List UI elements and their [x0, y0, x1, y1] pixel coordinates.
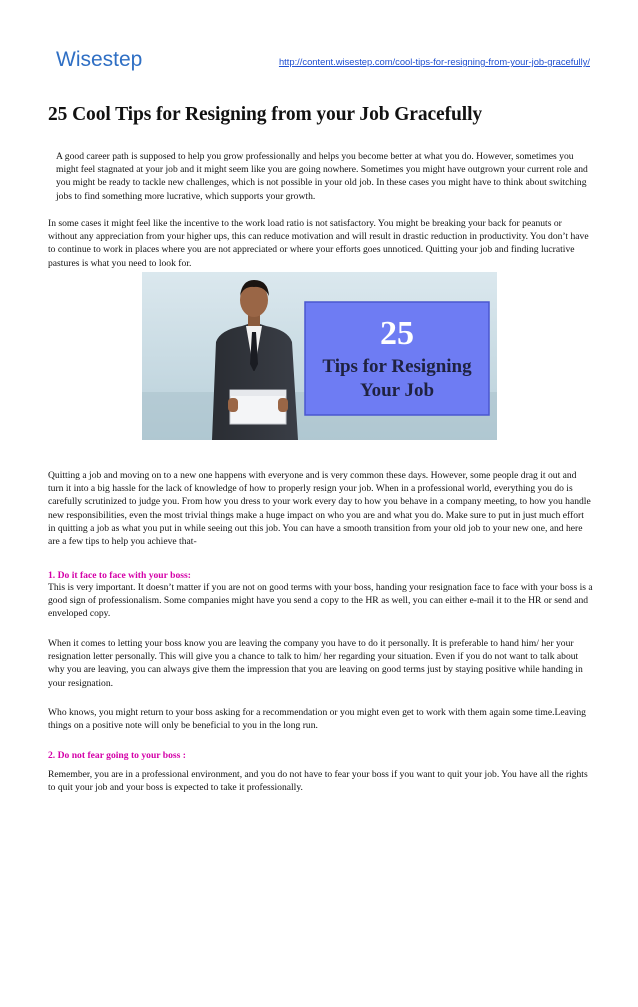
hero-line-1: Tips for Resigning — [322, 356, 472, 377]
brand-logo-text[interactable]: Wisestep — [56, 48, 143, 71]
tip-heading-1: 1. Do it face to face with your boss: — [48, 570, 191, 581]
article-title: 25 Cool Tips for Resigning from your Job Gracefully — [48, 104, 483, 125]
hero-line-2: Your Job — [359, 380, 435, 401]
tip-1-paragraph-2: When it comes to letting your boss know you are leaving the company you have to do it personally. It is preferable to hand him/ her your resignation letter personally. This will give you a chance to talk to him/ her regarding your situation. Even if you do not want to talk about why you are leaving, you can always give them the impression that you are leaving on good terms just by staying positive while handing in your resignation. — [48, 638, 583, 689]
tip-1-paragraph-3: Who knows, you might return to your boss asking for a recommendation or you might even get to work with them again some time.Leaving things on a positive note will only be beneficial to you in the long run. — [48, 707, 586, 732]
source-url-link[interactable]: http://content.wisestep.com/cool-tips-for-resigning-from-your-job-gracefully/ — [278, 56, 590, 67]
page-header — [56, 48, 590, 76]
body-paragraph-1: In some cases it might feel like the incentive to the work load ratio is not satisfactory. You might be breaking your back for peanuts or without any appreciation from your higher ups, this can reduce motivation and will result in drastic reduction in productivity. You don’t have to continue to work in places where you are not appreciated or where your efforts goes unnoticed. Quitting your job and finding lucrative pastures is what you need to look for. — [48, 218, 589, 269]
hero-image — [142, 272, 497, 440]
body-paragraph-2: Quitting a job and moving on to a new one happens with everyone and is very common these days. However, some people drag it out and turn it into a big hassle for the lack of knowledge of how to properly resign your job. When in a professional world, everything you do is carefully scrutinized to judge you. From how you dress to your work every day to how you behave in a company meeting, to how you handle new responsibilities, even the most trivial things make a huge impact on who you are and what you do. Make sure to put in just much effort in quitting a job as what you put in while seeing out this job. You can have a smooth transition from your old job to your new one, and here are a few tips to help you achieve that- — [48, 470, 591, 548]
hero-number: 25 — [380, 315, 414, 352]
intro-paragraph: A good career path is supposed to help you grow professionally and helps you become better at what you do. However, sometimes you might feel stagnated at your job and it might seem like you are going nowhere. Sometimes you might have outgrown your current role and you might be ready to tackle new challenges, which is not possible in your old job. In these cases you might have to think about switching jobs to find something more lucrative, which supports your growth. — [56, 151, 588, 202]
tip-2-paragraph-1: Remember, you are in a professional environment, and you do not have to fear your boss if you want to quit your job. You have all the rights to quit your job and your boss is expected to take it professionally. — [48, 769, 588, 794]
tip-heading-2: 2. Do not fear going to your boss : — [48, 750, 186, 761]
tip-1-paragraph-1: This is very important. It doesn’t matter if you are not on good terms with your boss, handing your resignation face to face with your boss is a good sign of professionalism. Some companies might have you send a copy to the HR as well, you can either e-mail it to the HR or send and enveloped copy. — [48, 582, 593, 620]
